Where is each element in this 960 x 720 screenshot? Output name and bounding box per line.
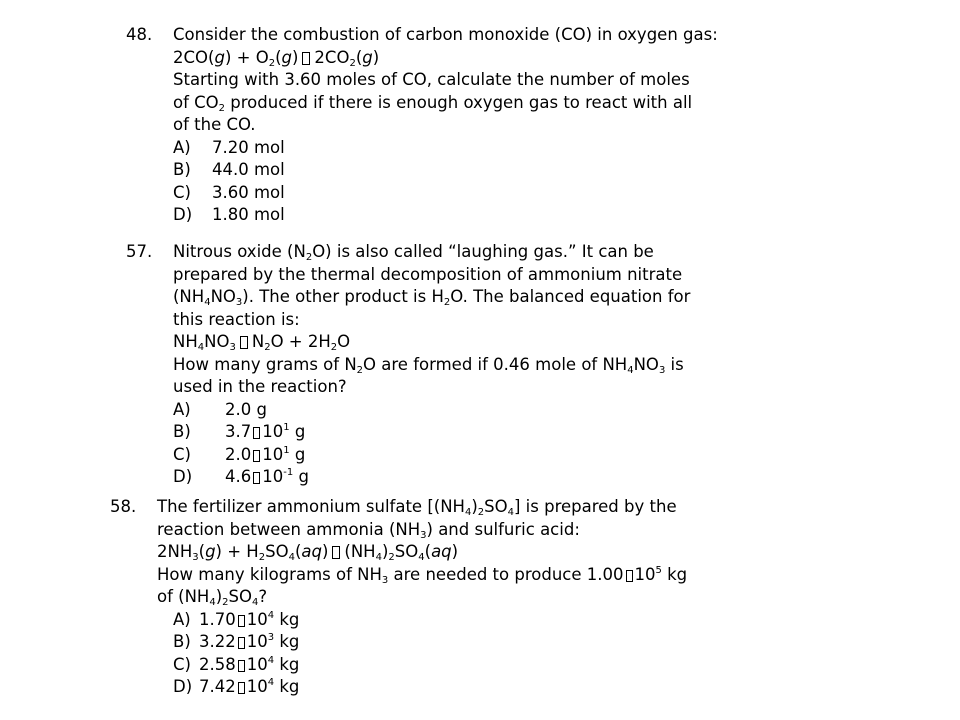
question-text: of $(NH_4)_2SO_4$? (157, 587, 268, 608)
question-text: How many grams of $N_2O$ are formed if 0.46 mole of $NH_4NO_3$ is (173, 354, 684, 376)
missing-glyph-icon (253, 427, 260, 439)
answer-option: B) 3.22 $10^3$ kg (173, 632, 300, 651)
question-body (173, 24, 718, 227)
missing-glyph-icon (238, 637, 245, 649)
question-text: prepared by the thermal decomposition of ammonium nitrate (173, 264, 683, 284)
answer-option: C) 3.60 mol (173, 182, 285, 202)
missing-glyph-icon (626, 570, 633, 582)
question-body (157, 496, 687, 699)
question-text: used in the reaction? (173, 377, 347, 396)
question-text: Starting with 3.60 moles of CO, calculate the number of moles (173, 70, 690, 89)
question-text: The fertilizer ammonium sulfate $[(NH_4)_2SO_4]$ is prepared by the (157, 497, 677, 518)
chemical-equation: $2CO(g) + O_2(g)$ $2CO_2(g)$ (173, 47, 380, 69)
question-text: this reaction is: (173, 309, 300, 329)
question-text: Consider the combustion of carbon monoxide (CO) in oxygen gas: (173, 25, 718, 44)
chemical-equation: $NH_4NO_3$ $N_2O + 2H_2O$ (173, 332, 351, 353)
question-body (173, 241, 690, 489)
answer-option: D) 4.6 $10^{-1}$ g (173, 467, 309, 486)
answer-option: D) 7.42 $10^4$ kg (173, 677, 300, 696)
question-text: of the CO. (173, 115, 256, 134)
missing-glyph-icon (302, 52, 310, 65)
question-text: reaction between ammonia $(NH_3)$ and sulfuric acid: (157, 519, 580, 541)
missing-glyph-icon (238, 615, 245, 627)
question-text: Nitrous oxide $(N_2O)$ is also called “laughing gas.” It can be (173, 242, 654, 263)
question-number: 57. (126, 242, 153, 261)
question-text: How many kilograms of $NH_3$ are needed to produce 1.00 $10^5$ kg (157, 564, 688, 586)
answer-option: B) 44.0 mol (173, 160, 285, 179)
question-number: 58. (110, 497, 137, 516)
missing-glyph-icon (238, 660, 245, 672)
question-text: of $CO_2$ produced if there is enough oxygen gas to react with all (173, 92, 693, 114)
answer-option: B) 3.7 $10^1$ g (173, 422, 306, 441)
question-number: 48. (126, 25, 153, 44)
chemical-equation: $2NH_3(g) + H_2SO_4(aq)$ $(NH_4)_2SO_4(aq)$ (157, 542, 459, 563)
answer-option: A) 1.70 $10^4$ kg (173, 609, 300, 629)
answer-option: C) 2.0 $10^1$ g (173, 444, 306, 464)
missing-glyph-icon (332, 546, 340, 559)
missing-glyph-icon (253, 450, 260, 462)
answer-option: D) 1.80 mol (173, 205, 285, 224)
answer-option: A) 2.0 g (173, 399, 267, 419)
missing-glyph-icon (253, 472, 260, 484)
missing-glyph-icon (238, 682, 245, 694)
missing-glyph-icon (240, 336, 248, 349)
question-text: $(NH_4NO_3)$. The other product is $H_2O$. The balanced equation for (173, 287, 691, 308)
answer-option: C) 2.58 $10^4$ kg (173, 654, 300, 674)
answer-option: A) 7.20 mol (173, 137, 285, 157)
